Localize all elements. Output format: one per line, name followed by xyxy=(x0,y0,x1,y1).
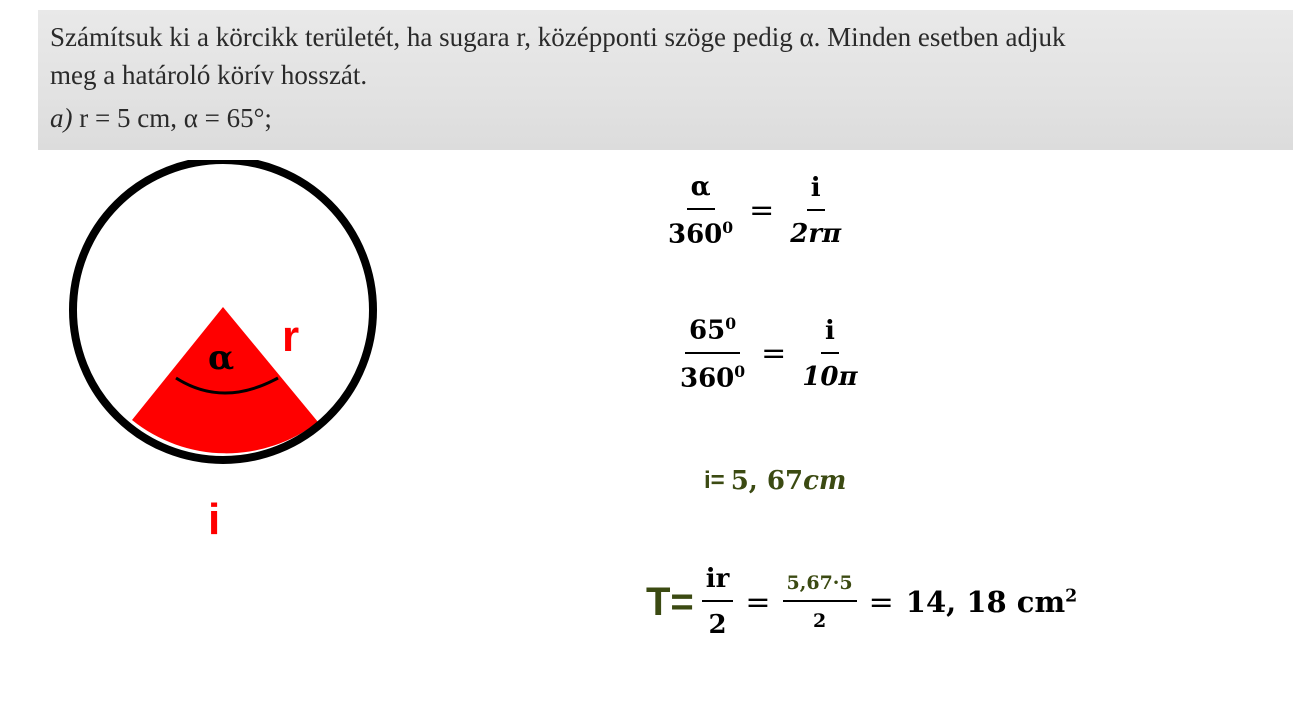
arc-length-label: i xyxy=(208,495,221,544)
subproblem-values: r = 5 cm, α = 65°; xyxy=(79,103,272,133)
fraction-right xyxy=(798,316,861,392)
fraction-numerator: i xyxy=(821,316,839,354)
fraction-denominator: 10π xyxy=(802,361,858,392)
fraction-denominator: 2 xyxy=(708,610,727,640)
fraction-right xyxy=(786,173,845,249)
problem-statement xyxy=(38,10,1293,150)
area-calculation xyxy=(646,564,1077,640)
equation-proportion xyxy=(664,172,845,250)
arc-length-prefix: i= xyxy=(704,467,725,494)
radius-label: r xyxy=(282,312,300,361)
fraction-denominator: 2 xyxy=(812,610,827,632)
fraction-denominator: $360^0$ xyxy=(680,361,746,394)
fraction-numerator: $65^0$ xyxy=(685,314,740,354)
arc-length-unit: cm xyxy=(803,466,847,496)
problem-line-2: meg a határoló körív hosszát. xyxy=(50,60,368,90)
equation-substituted xyxy=(676,314,862,393)
problem-line-1: Számítsuk ki a körcikk területét, ha sugara r, középponti szöge pedig α. Minden esetben adjuk xyxy=(50,22,1066,52)
fraction-denominator: $360^0$ xyxy=(668,218,734,250)
area-result: 14, 18 $cm^2$ xyxy=(905,585,1078,619)
sector-figure xyxy=(60,160,400,564)
area-prefix: T= xyxy=(646,579,694,624)
fraction-numerator: α xyxy=(687,172,715,210)
fraction-numerator: i xyxy=(807,173,825,211)
alpha-label: α xyxy=(208,338,235,378)
equals-sign: = xyxy=(868,584,894,620)
arc-length-result xyxy=(704,466,846,496)
problem-line-3 xyxy=(50,103,272,134)
area-values-fraction xyxy=(783,572,857,632)
equals-sign: = xyxy=(745,584,771,620)
arc-length-value: 5, 67 xyxy=(730,466,804,496)
area-formula-fraction xyxy=(702,564,734,640)
fraction-numerator: 5,67·5 xyxy=(783,572,857,602)
equals-sign: = xyxy=(761,336,787,372)
equals-sign: = xyxy=(749,193,775,229)
fraction-denominator: 2rπ xyxy=(790,218,842,249)
fraction-numerator: ir xyxy=(702,564,734,602)
fraction-left xyxy=(676,314,749,393)
fraction-left xyxy=(664,172,737,250)
subproblem-label: a) xyxy=(50,103,73,133)
